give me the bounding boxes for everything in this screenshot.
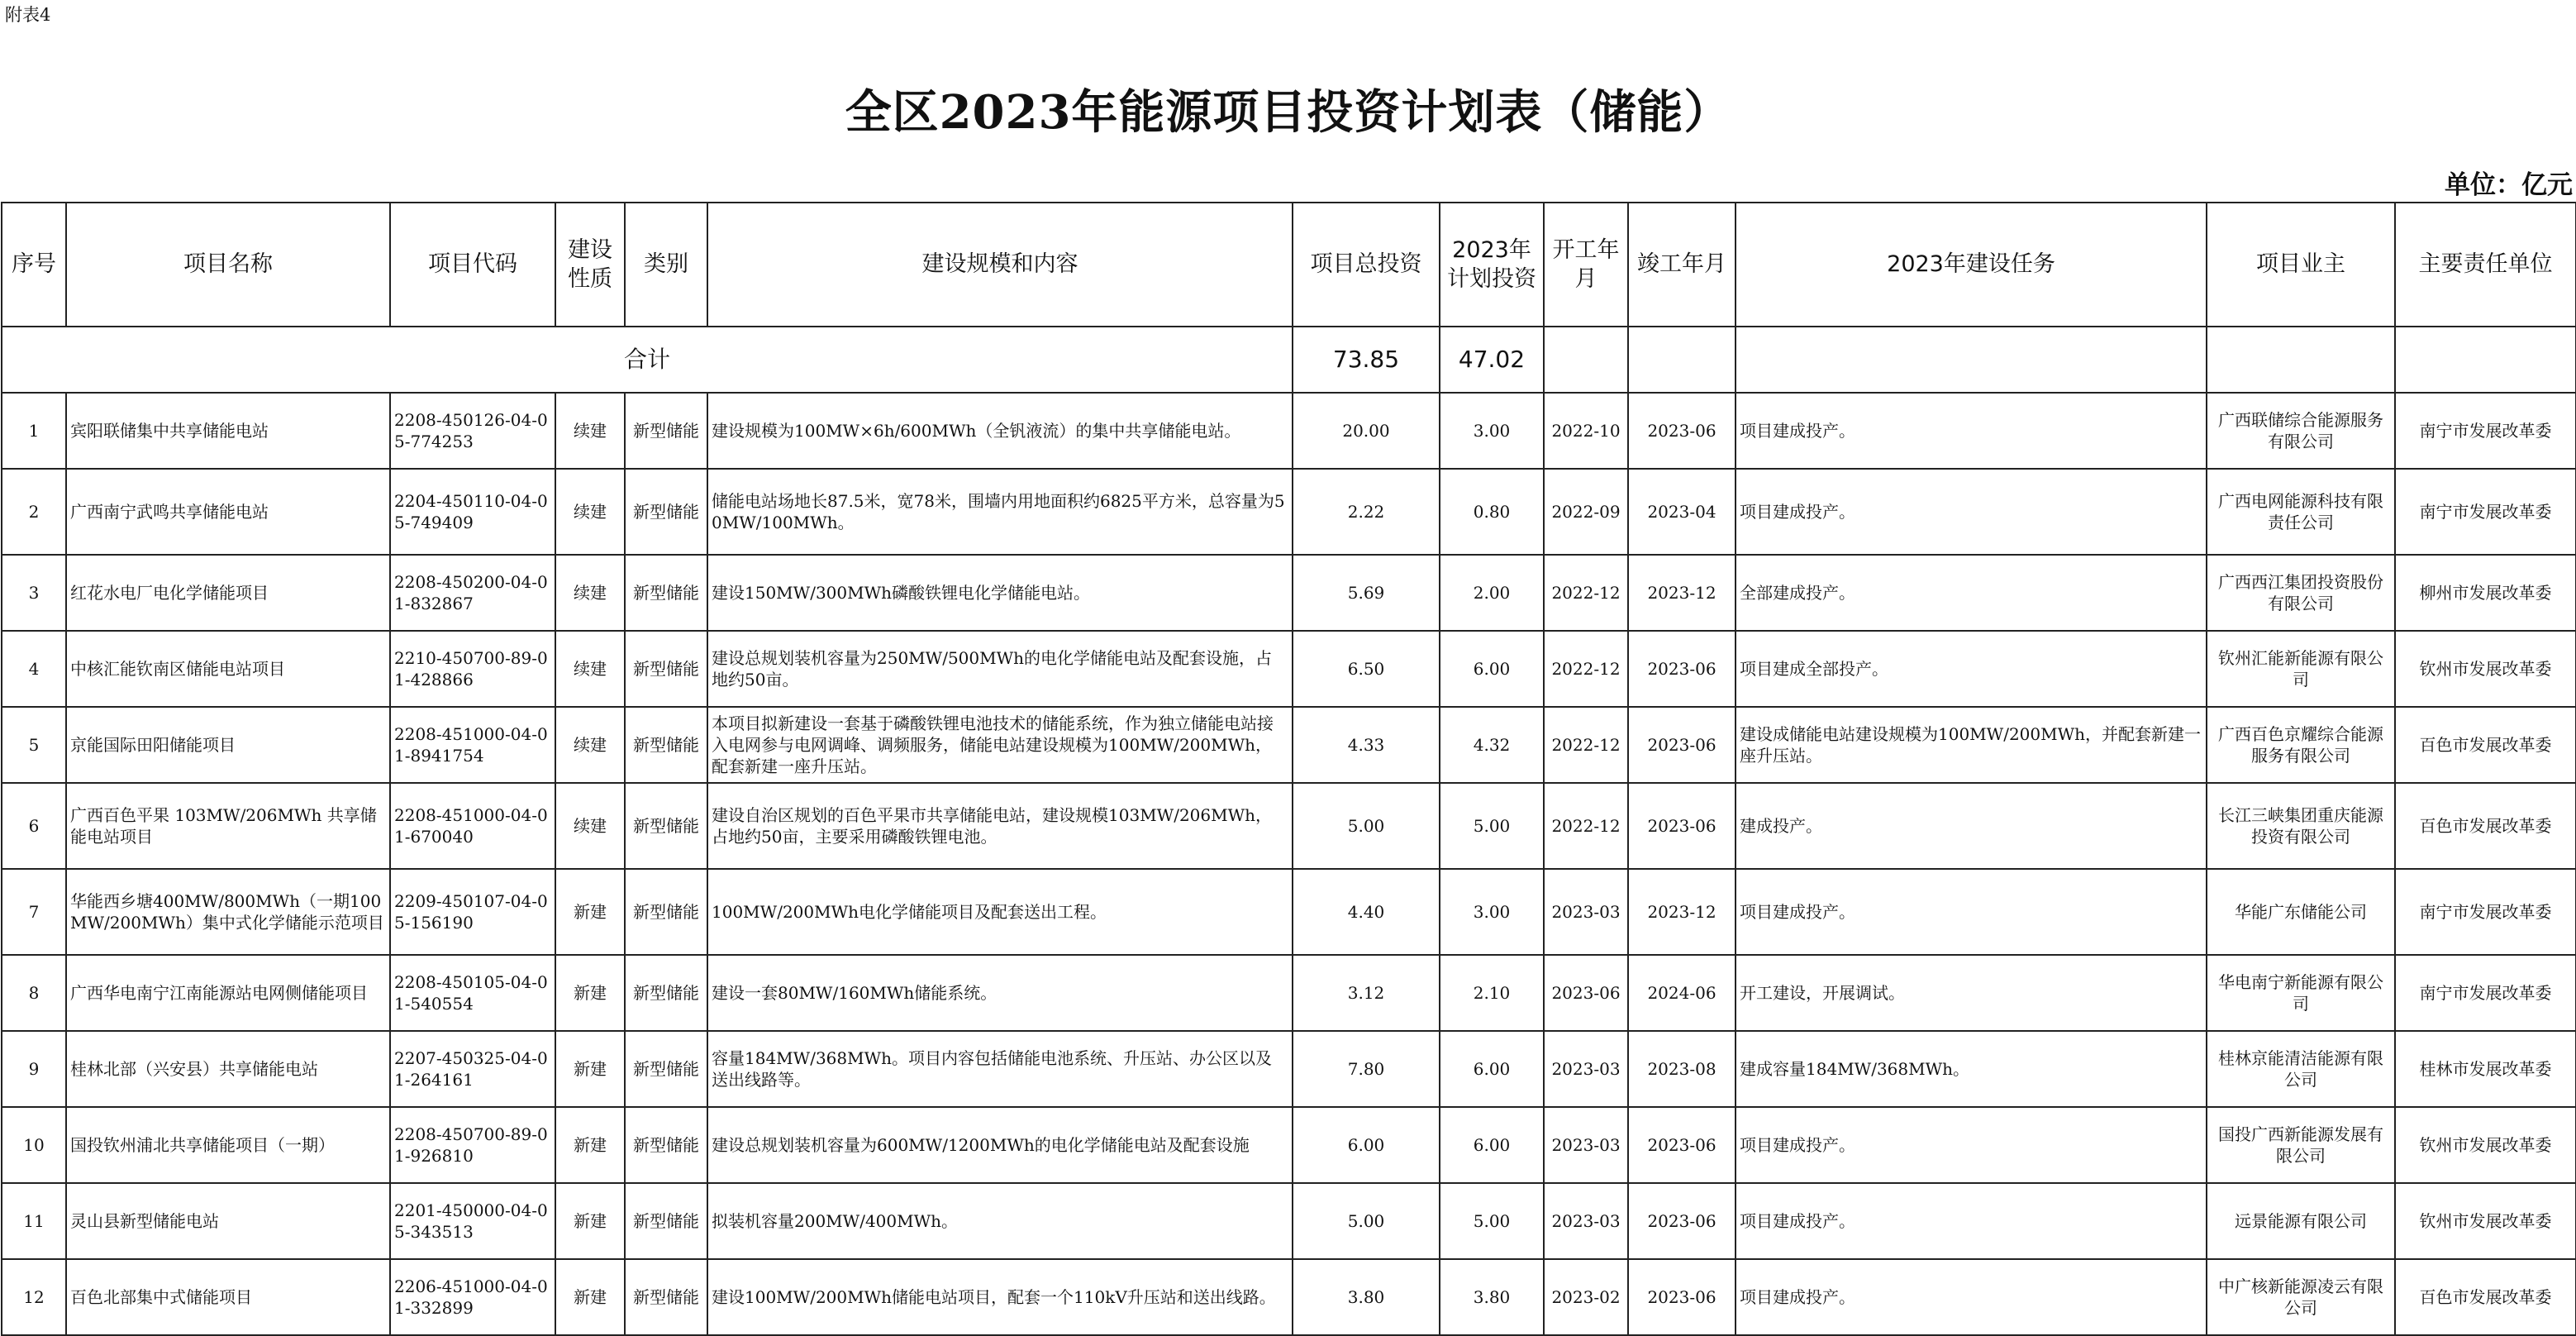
header-seq: 序号 xyxy=(2,203,66,327)
project-category: 新型储能 xyxy=(625,393,707,469)
project-owner: 广西西江集团投资股份有限公司 xyxy=(2207,555,2395,631)
project-plan-invest: 4.32 xyxy=(1440,707,1544,783)
project-name: 灵山县新型储能电站 xyxy=(66,1183,390,1259)
project-total-invest: 4.40 xyxy=(1293,869,1440,955)
total-label: 合计 xyxy=(2,327,1293,393)
project-seq: 8 xyxy=(2,955,66,1031)
project-scale: 建设一套80MW/160MWh储能系统。 xyxy=(707,955,1293,1031)
header-end: 竣工年月 xyxy=(1628,203,1736,327)
total-empty-cell xyxy=(1736,327,2207,393)
project-end: 2023-06 xyxy=(1628,783,1736,869)
project-seq: 4 xyxy=(2,631,66,707)
project-scale: 储能电站场地长87.5米，宽78米，围墙内用地面积约6825平方米，总容量为50MW/100MWh。 xyxy=(707,469,1293,555)
plan-invest-sum: 47.02 xyxy=(1440,327,1544,393)
project-task: 建成容量184MW/368MWh。 xyxy=(1736,1031,2207,1107)
table-row xyxy=(2,1031,2576,1107)
table-row xyxy=(2,1259,2576,1335)
project-end: 2023-06 xyxy=(1628,1259,1736,1335)
project-start: 2022-12 xyxy=(1544,707,1628,783)
project-resp: 钦州市发展改革委 xyxy=(2395,631,2576,707)
project-resp: 南宁市发展改革委 xyxy=(2395,469,2576,555)
project-nature: 新建 xyxy=(555,1259,625,1335)
project-category: 新型储能 xyxy=(625,555,707,631)
project-total-invest: 5.69 xyxy=(1293,555,1440,631)
project-category: 新型储能 xyxy=(625,1183,707,1259)
project-owner: 广西联储综合能源服务有限公司 xyxy=(2207,393,2395,469)
project-resp: 柳州市发展改革委 xyxy=(2395,555,2576,631)
page-title: 全区2023年能源项目投资计划表（储能） xyxy=(845,85,1731,140)
table-row xyxy=(2,555,2576,631)
project-name: 宾阳联储集中共享储能电站 xyxy=(66,393,390,469)
project-resp: 百色市发展改革委 xyxy=(2395,707,2576,783)
project-category: 新型储能 xyxy=(625,955,707,1031)
project-owner: 广西百色京耀综合能源服务有限公司 xyxy=(2207,707,2395,783)
project-code: 2207-450325-04-01-264161 xyxy=(390,1031,555,1107)
header-start: 开工年月 xyxy=(1544,203,1628,327)
unit-label: 单位：亿元 xyxy=(2445,170,2573,200)
project-task: 项目建成投产。 xyxy=(1736,1107,2207,1183)
project-resp: 钦州市发展改革委 xyxy=(2395,1107,2576,1183)
project-code: 2206-451000-04-01-332899 xyxy=(390,1259,555,1335)
project-name: 红花水电厂电化学储能项目 xyxy=(66,555,390,631)
header-plan-invest: 2023年计划投资 xyxy=(1440,203,1544,327)
table-row xyxy=(2,1183,2576,1259)
project-task: 全部建成投产。 xyxy=(1736,555,2207,631)
project-code: 2201-450000-04-05-343513 xyxy=(390,1183,555,1259)
project-category: 新型储能 xyxy=(625,1031,707,1107)
project-total-invest: 6.00 xyxy=(1293,1107,1440,1183)
project-plan-invest: 6.00 xyxy=(1440,1107,1544,1183)
project-name: 广西南宁武鸣共享储能电站 xyxy=(66,469,390,555)
project-plan-invest: 6.00 xyxy=(1440,631,1544,707)
project-scale: 建设100MW/200MWh储能电站项目，配套一个110kV升压站和送出线路。 xyxy=(707,1259,1293,1335)
project-scale: 建设总规划装机容量为600MW/1200MWh的电化学储能电站及配套设施 xyxy=(707,1107,1293,1183)
project-total-invest: 5.00 xyxy=(1293,1183,1440,1259)
project-task: 项目建成投产。 xyxy=(1736,1183,2207,1259)
header-category: 类别 xyxy=(625,203,707,327)
project-start: 2022-12 xyxy=(1544,631,1628,707)
project-task: 项目建成全部投产。 xyxy=(1736,631,2207,707)
project-seq: 10 xyxy=(2,1107,66,1183)
project-code: 2210-450700-89-01-428866 xyxy=(390,631,555,707)
project-name: 国投钦州浦北共享储能项目（一期） xyxy=(66,1107,390,1183)
project-total-invest: 5.00 xyxy=(1293,783,1440,869)
table-row xyxy=(2,783,2576,869)
project-name: 桂林北部（兴安县）共享储能电站 xyxy=(66,1031,390,1107)
table-row xyxy=(2,955,2576,1031)
project-end: 2023-06 xyxy=(1628,1183,1736,1259)
header-total-invest: 项目总投资 xyxy=(1293,203,1440,327)
project-name: 京能国际田阳储能项目 xyxy=(66,707,390,783)
project-start: 2022-09 xyxy=(1544,469,1628,555)
project-resp: 桂林市发展改革委 xyxy=(2395,1031,2576,1107)
project-end: 2023-12 xyxy=(1628,869,1736,955)
project-resp: 百色市发展改革委 xyxy=(2395,1259,2576,1335)
project-resp: 钦州市发展改革委 xyxy=(2395,1183,2576,1259)
project-scale: 100MW/200MWh电化学储能项目及配套送出工程。 xyxy=(707,869,1293,955)
project-end: 2023-06 xyxy=(1628,631,1736,707)
project-seq: 9 xyxy=(2,1031,66,1107)
project-nature: 新建 xyxy=(555,869,625,955)
project-start: 2023-03 xyxy=(1544,1031,1628,1107)
project-nature: 续建 xyxy=(555,783,625,869)
project-seq: 12 xyxy=(2,1259,66,1335)
project-task: 项目建成投产。 xyxy=(1736,469,2207,555)
project-seq: 3 xyxy=(2,555,66,631)
total-row xyxy=(2,327,2576,393)
project-plan-invest: 2.10 xyxy=(1440,955,1544,1031)
project-scale: 容量184MW/368MWh。项目内容包括储能电池系统、升压站、办公区以及送出线路等。 xyxy=(707,1031,1293,1107)
project-total-invest: 3.80 xyxy=(1293,1259,1440,1335)
project-category: 新型储能 xyxy=(625,1107,707,1183)
project-start: 2022-12 xyxy=(1544,555,1628,631)
total-empty-cell xyxy=(1628,327,1736,393)
table-row xyxy=(2,1107,2576,1183)
header-scale: 建设规模和内容 xyxy=(707,203,1293,327)
project-plan-invest: 3.00 xyxy=(1440,393,1544,469)
project-resp: 南宁市发展改革委 xyxy=(2395,869,2576,955)
project-plan-invest: 5.00 xyxy=(1440,783,1544,869)
total-invest-sum: 73.85 xyxy=(1293,327,1440,393)
project-total-invest: 3.12 xyxy=(1293,955,1440,1031)
project-task: 项目建成投产。 xyxy=(1736,393,2207,469)
project-task: 项目建成投产。 xyxy=(1736,869,2207,955)
project-owner: 华能广东储能公司 xyxy=(2207,869,2395,955)
project-owner: 桂林京能清洁能源有限公司 xyxy=(2207,1031,2395,1107)
project-resp: 南宁市发展改革委 xyxy=(2395,955,2576,1031)
project-owner: 长江三峡集团重庆能源投资有限公司 xyxy=(2207,783,2395,869)
investment-plan-table xyxy=(1,202,2576,1336)
project-seq: 11 xyxy=(2,1183,66,1259)
project-task: 开工建设，开展调试。 xyxy=(1736,955,2207,1031)
project-seq: 6 xyxy=(2,783,66,869)
header-resp: 主要责任单位 xyxy=(2395,203,2576,327)
header-owner: 项目业主 xyxy=(2207,203,2395,327)
header-name: 项目名称 xyxy=(66,203,390,327)
project-end: 2023-06 xyxy=(1628,707,1736,783)
project-plan-invest: 2.00 xyxy=(1440,555,1544,631)
project-code: 2208-450700-89-01-926810 xyxy=(390,1107,555,1183)
project-nature: 续建 xyxy=(555,555,625,631)
project-code: 2208-450105-04-01-540554 xyxy=(390,955,555,1031)
project-code: 2208-451000-04-01-8941754 xyxy=(390,707,555,783)
project-total-invest: 20.00 xyxy=(1293,393,1440,469)
project-owner: 钦州汇能新能源有限公司 xyxy=(2207,631,2395,707)
header-row xyxy=(2,203,2576,327)
project-total-invest: 4.33 xyxy=(1293,707,1440,783)
project-nature: 续建 xyxy=(555,631,625,707)
project-total-invest: 7.80 xyxy=(1293,1031,1440,1107)
appendix-label: 附表4 xyxy=(5,5,51,25)
project-nature: 新建 xyxy=(555,955,625,1031)
project-resp: 南宁市发展改革委 xyxy=(2395,393,2576,469)
project-code: 2208-450126-04-05-774253 xyxy=(390,393,555,469)
project-scale: 建设规模为100MW×6h/600MWh（全钒液流）的集中共享储能电站。 xyxy=(707,393,1293,469)
project-name: 广西百色平果 103MW/206MWh 共享储能电站项目 xyxy=(66,783,390,869)
project-start: 2023-03 xyxy=(1544,1107,1628,1183)
project-name: 百色北部集中式储能项目 xyxy=(66,1259,390,1335)
project-end: 2023-06 xyxy=(1628,1107,1736,1183)
project-start: 2022-10 xyxy=(1544,393,1628,469)
header-nature: 建设性质 xyxy=(555,203,625,327)
table-row xyxy=(2,469,2576,555)
project-scale: 建设150MW/300MWh磷酸铁锂电化学储能电站。 xyxy=(707,555,1293,631)
total-empty-cell xyxy=(1544,327,1628,393)
project-task: 建成投产。 xyxy=(1736,783,2207,869)
project-plan-invest: 0.80 xyxy=(1440,469,1544,555)
project-nature: 续建 xyxy=(555,393,625,469)
project-end: 2023-04 xyxy=(1628,469,1736,555)
project-scale: 本项目拟新建设一套基于磷酸铁锂电池技术的储能系统，作为独立储能电站接入电网参与电网调峰、调频服务，储能电站建设规模为100MW/200MWh，配套新建一座升压站。 xyxy=(707,707,1293,783)
project-start: 2023-03 xyxy=(1544,1183,1628,1259)
project-end: 2023-06 xyxy=(1628,393,1736,469)
project-plan-invest: 3.00 xyxy=(1440,869,1544,955)
project-start: 2022-12 xyxy=(1544,783,1628,869)
project-nature: 新建 xyxy=(555,1183,625,1259)
project-plan-invest: 3.80 xyxy=(1440,1259,1544,1335)
project-nature: 续建 xyxy=(555,469,625,555)
project-owner: 广西电网能源科技有限责任公司 xyxy=(2207,469,2395,555)
project-scale: 建设总规划装机容量为250MW/500MWh的电化学储能电站及配套设施，占地约50亩。 xyxy=(707,631,1293,707)
table-row xyxy=(2,707,2576,783)
project-plan-invest: 5.00 xyxy=(1440,1183,1544,1259)
project-category: 新型储能 xyxy=(625,783,707,869)
project-name: 华能西乡塘400MW/800MWh（一期100MW/200MWh）集中式化学储能示范项目 xyxy=(66,869,390,955)
header-task: 2023年建设任务 xyxy=(1736,203,2207,327)
project-name: 中核汇能钦南区储能电站项目 xyxy=(66,631,390,707)
project-task: 项目建成投产。 xyxy=(1736,1259,2207,1335)
header-code: 项目代码 xyxy=(390,203,555,327)
project-start: 2023-06 xyxy=(1544,955,1628,1031)
project-name: 广西华电南宁江南能源站电网侧储能项目 xyxy=(66,955,390,1031)
project-code: 2204-450110-04-05-749409 xyxy=(390,469,555,555)
project-seq: 5 xyxy=(2,707,66,783)
project-end: 2023-12 xyxy=(1628,555,1736,631)
table-row xyxy=(2,869,2576,955)
project-category: 新型储能 xyxy=(625,869,707,955)
table-row xyxy=(2,631,2576,707)
project-category: 新型储能 xyxy=(625,1259,707,1335)
project-code: 2208-451000-04-01-670040 xyxy=(390,783,555,869)
project-owner: 远景能源有限公司 xyxy=(2207,1183,2395,1259)
project-nature: 续建 xyxy=(555,707,625,783)
project-seq: 1 xyxy=(2,393,66,469)
project-category: 新型储能 xyxy=(625,469,707,555)
project-total-invest: 6.50 xyxy=(1293,631,1440,707)
project-owner: 中广核新能源凌云有限公司 xyxy=(2207,1259,2395,1335)
project-task: 建设成储能电站建设规模为100MW/200MWh，并配套新建一座升压站。 xyxy=(1736,707,2207,783)
project-start: 2023-03 xyxy=(1544,869,1628,955)
project-rows xyxy=(2,393,2576,1335)
project-code: 2208-450200-04-01-832867 xyxy=(390,555,555,631)
project-nature: 新建 xyxy=(555,1107,625,1183)
project-category: 新型储能 xyxy=(625,631,707,707)
project-start: 2023-02 xyxy=(1544,1259,1628,1335)
table-row xyxy=(2,393,2576,469)
project-resp: 百色市发展改革委 xyxy=(2395,783,2576,869)
project-end: 2023-08 xyxy=(1628,1031,1736,1107)
total-empty-cell xyxy=(2395,327,2576,393)
project-code: 2209-450107-04-05-156190 xyxy=(390,869,555,955)
project-owner: 华电南宁新能源有限公司 xyxy=(2207,955,2395,1031)
project-seq: 2 xyxy=(2,469,66,555)
project-owner: 国投广西新能源发展有限公司 xyxy=(2207,1107,2395,1183)
project-end: 2024-06 xyxy=(1628,955,1736,1031)
project-plan-invest: 6.00 xyxy=(1440,1031,1544,1107)
project-total-invest: 2.22 xyxy=(1293,469,1440,555)
project-category: 新型储能 xyxy=(625,707,707,783)
project-nature: 新建 xyxy=(555,1031,625,1107)
project-seq: 7 xyxy=(2,869,66,955)
project-scale: 拟装机容量200MW/400MWh。 xyxy=(707,1183,1293,1259)
total-empty-cell xyxy=(2207,327,2395,393)
project-scale: 建设自治区规划的百色平果市共享储能电站，建设规模103MW/206MWh，占地约50亩，主要采用磷酸铁锂电池。 xyxy=(707,783,1293,869)
